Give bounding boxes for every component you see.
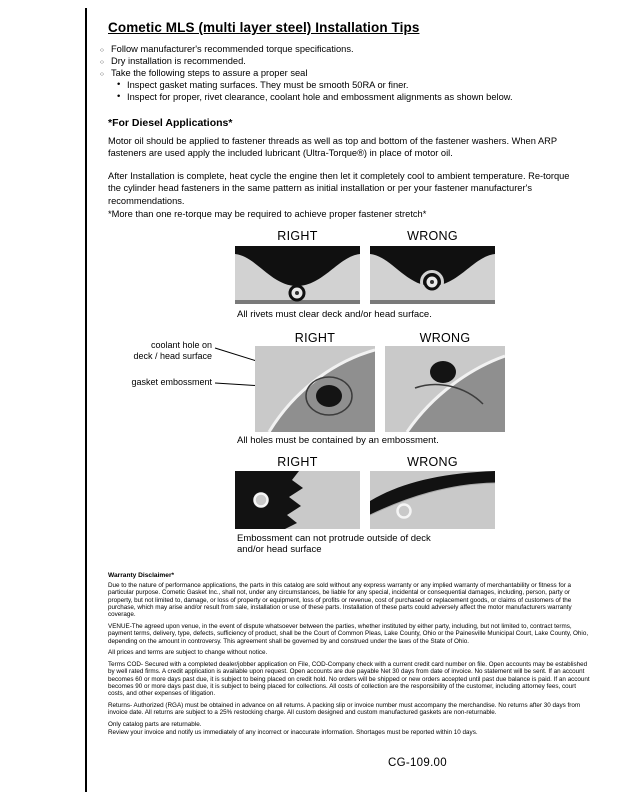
diesel-paragraph-2: After Installation is complete, heat cycle the engine then let it completely cool to ambient temperature. Re-torque the cylinder head fasteners in the same pattern as initial installation or per your fastener manufacturer's recommendations. (108, 171, 570, 206)
row3-wrong-label: WRONG (407, 455, 458, 469)
row1-wrong-label: WRONG (407, 229, 458, 243)
rivet-right-diagram (235, 246, 360, 304)
protrusion-right-diagram (235, 471, 360, 529)
list-item: • Inspect gasket mating surfaces. They must be smooth 50RA or finer. (116, 79, 570, 91)
row2-caption: All holes must be contained by an embossment. (237, 435, 439, 446)
warranty-disclaimer-section (108, 572, 590, 740)
warranty-paragraph: Due to the nature of performance applications, the parts in this catalog are sold without any express warranty or any implied warranty of merchantability or fitness for a particular purpose. Cometic Gasket Inc., shall not, under any circumstances, be liable for any special, incidental or consequential damages, including, person, party or property, but not limited to, damage, or loss of property or equipment, loss of profits or revenue, cost of purchased or replacement goods, or claims of customers of the purchase, which may arise and/or result from sale, installation or use of these parts. Installation of these parts could adversely affect the motor manufacturers warranty coverage. (108, 582, 572, 619)
page-title: Cometic MLS (multi layer steel) Installation Tips (108, 20, 420, 35)
gasket-embossment-label: gasket embossment (131, 377, 212, 387)
warranty-paragraph: Only catalog parts are returnable. (108, 721, 202, 729)
coolant-hole-label-line1: coolant hole on (150, 340, 212, 350)
retorque-note: *More than one re-torque may be required to achieve proper fastener stretch* (108, 209, 427, 219)
warranty-heading: Warranty Disclaimer* (108, 572, 175, 579)
embossment-right-diagram (255, 346, 375, 432)
coolant-hole-label (120, 340, 212, 362)
embossment-wrong-diagram (385, 346, 505, 432)
protrusion-wrong-diagram (370, 471, 495, 529)
row3-right-label: RIGHT (277, 455, 318, 469)
warranty-paragraph: Review your invoice and notify us immediately of any incorrect or inaccurate information. Shortages must be reported within 10 days. (108, 728, 478, 736)
warranty-paragraph: Terms COD- Secured with a completed dealer/jobber application on File, COD-Company check with a current credit card number on file. Open accounts may be established by well rated firms. A credit application is available upon request. Open accounts are due payable Net 30 days from date of invoice. No statement will be sent. If an account becomes 60 or more days past due, it is subject to being placed on credit hold. No orders will be shipped or new orders accepted until past due balance is paid. If an account becomes 90 or more days past due, it is subject to being placed for collections. All costs of collection are the responsibility of the customer, including attorney fees, court costs, and other expenses of litigation. (108, 661, 590, 698)
row3-caption (237, 533, 497, 555)
list-item: ○ Dry installation is recommended. (100, 55, 570, 67)
coolant-hole-label-line2: deck / head surface (133, 351, 212, 361)
page-number: CG-109.00 (388, 757, 447, 769)
row2-right-label: RIGHT (294, 331, 336, 345)
warranty-paragraph: Returns- Authorized (RGA) must be obtained in advance on all returns. A packing slip or invoice number must accompany the merchandise. No returns after 30 days from invoice date. All returns are subject to a 25% restocking charge. All custom designed and custom manufactured gaskets are non-returnable. (108, 702, 581, 717)
warranty-paragraph: All prices and terms are subject to change without notice. (108, 649, 268, 657)
row1-caption: All rivets must clear deck and/or head surface. (237, 309, 432, 320)
diesel-paragraph-1: Motor oil should be applied to fastener threads as well as top and bottom of the fastener washers. When ARP fasteners are used apply the included lubricant (Ultra-Torque®) in place of motor oil. (108, 136, 557, 159)
diesel-applications-heading: *For Diesel Applications* (108, 117, 233, 129)
list-item: ○ Take the following steps to assure a proper seal (100, 67, 570, 79)
sub-list (116, 79, 570, 103)
list-item: • Inspect for proper, rivet clearance, coolant hole and embossment alignments as shown below. (116, 91, 570, 103)
list-item: ○ Follow manufacturer's recommended torque specifications. (100, 43, 570, 55)
warranty-paragraph: VENUE-The agreed upon venue, in the event of dispute whatsoever between the parties, whether instituted by either party, including, but not limited to, contract terms, payment terms, delivery, type, defects, sufficiency of product, shall be the Court of Common Pleas, Lake County, Ohio or the Painesville Municipal Court, Lake County, Ohio, depending on the amount in controversy. This agreement shall be governed by and construed under the laws of the State of Ohio. (108, 622, 589, 645)
row3-caption-line1: Embossment can not protrude outside of deck (237, 533, 431, 544)
row3-caption-line2: and/or head surface (237, 544, 322, 555)
page-edge-rule (85, 8, 87, 792)
installation-tips-list (100, 43, 570, 103)
row2-wrong-label: WRONG (419, 331, 471, 345)
rivet-wrong-diagram (370, 246, 495, 304)
row1-right-label: RIGHT (277, 229, 318, 243)
